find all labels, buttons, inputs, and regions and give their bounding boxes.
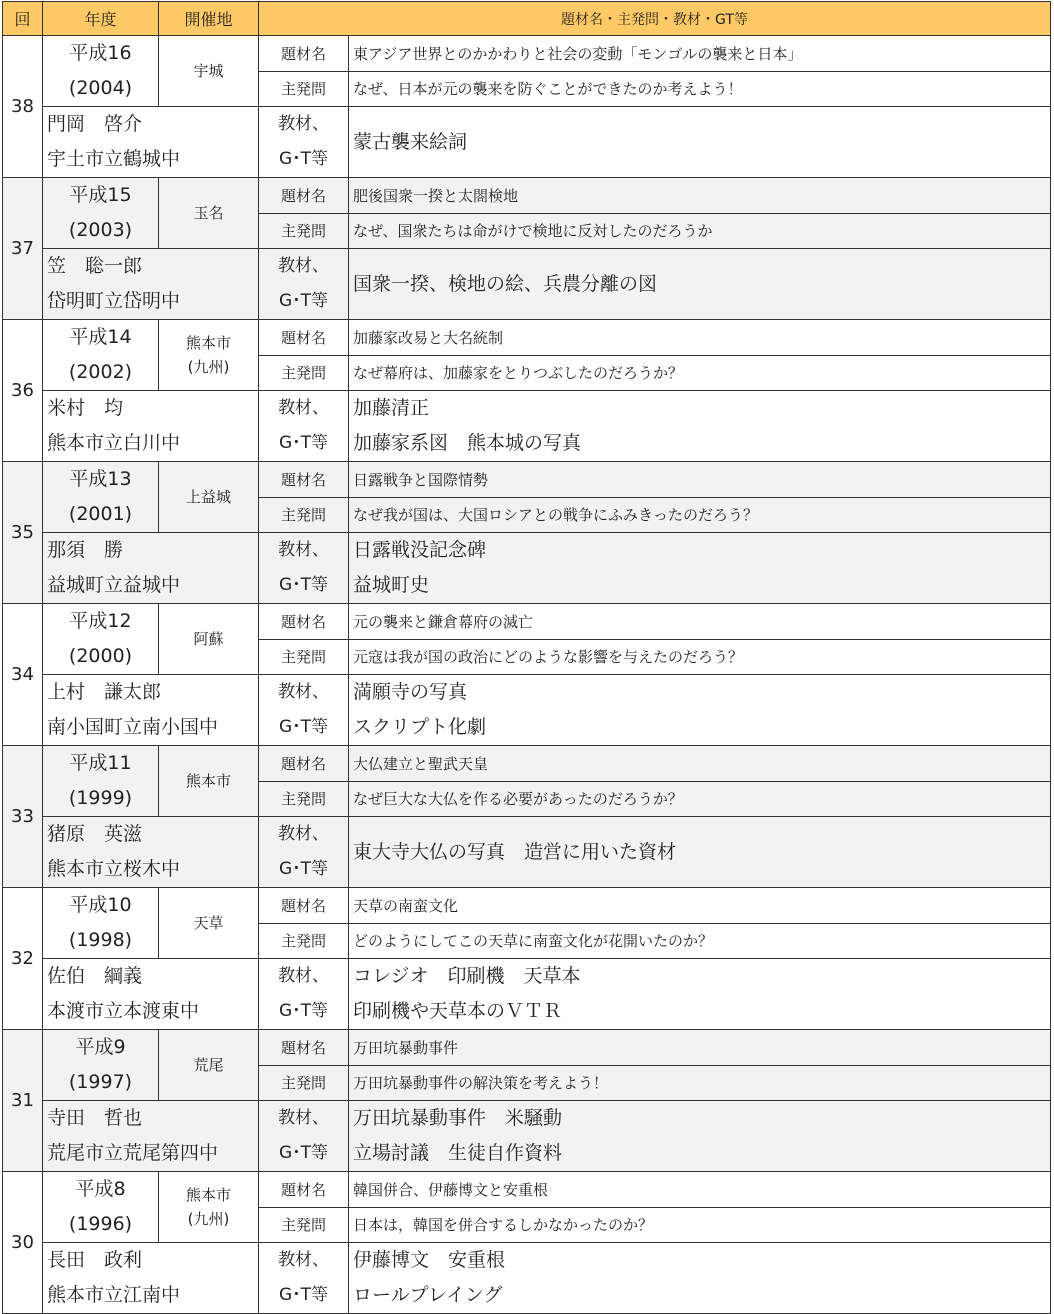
teacher-name: 笠 聡一郎 [47,255,143,277]
record-materials [349,249,1051,320]
record-number: 34 [3,604,43,746]
materials-label [259,675,349,746]
materials-label-line2: G･T等 [278,1143,329,1163]
record-number: 30 [3,1172,43,1314]
materials-line2: スクリプト化劇 [353,716,487,738]
record-venue-name: 天草 [193,914,224,932]
record-materials [349,675,1051,746]
record-venue-name: 荒尾 [193,1056,224,1074]
record-question: どのようにしてこの天草に南蛮文化が花開いたのか？ [349,923,1051,959]
materials-label-line2: G･T等 [278,1001,329,1021]
record-year [43,746,159,817]
record-number: 31 [3,1030,43,1172]
record-title: 万田坑暴動事件 [349,1030,1051,1066]
teacher-name: 門岡 啓介 [47,113,143,135]
header-topic: 題材名・主発問・教材・GT等 [259,2,1051,36]
record-era: 平成11 [69,752,132,774]
record-number: 35 [3,462,43,604]
question-label: 主発問 [259,1207,349,1243]
record-year [43,462,159,533]
teacher-name: 寺田 哲也 [47,1107,143,1129]
record-western-year: (2004) [68,77,133,99]
record-venue [159,320,259,391]
record-title: 天草の南蛮文化 [349,888,1051,924]
record-venue [159,604,259,675]
record-era: 平成13 [69,468,132,490]
record-block [3,320,1051,462]
record-western-year: (2003) [68,219,133,241]
record-title: 肥後国衆一揆と太閤検地 [349,178,1051,214]
record-question: なぜ巨大な大仏を作る必要があったのだろうか？ [349,781,1051,817]
header-venue: 開催地 [159,2,259,36]
teacher-school: 熊本市立江南中 [47,1284,181,1306]
teacher-name: 那須 勝 [47,539,124,561]
record-number: 38 [3,36,43,178]
question-label: 主発問 [259,213,349,249]
materials-label-line2: G･T等 [278,433,329,453]
record-western-year: (1997) [68,1071,133,1093]
question-label: 主発問 [259,1065,349,1101]
materials-line1: 伊藤博文 安重根 [353,1249,506,1271]
title-label: 題材名 [259,178,349,214]
record-number: 36 [3,320,43,462]
title-label: 題材名 [259,1172,349,1208]
question-label: 主発問 [259,639,349,675]
question-label: 主発問 [259,923,349,959]
record-question: なぜ、国衆たちは命がけで検地に反対したのだろうか [349,213,1051,249]
record-question: なぜ幕府は、加藤家をとりつぶしたのだろうか？ [349,355,1051,391]
materials-label-line1: 教材、 [278,398,329,418]
record-year [43,604,159,675]
materials-line2: ロールプレイング [353,1284,503,1306]
materials-label-line1: 教材、 [278,1108,329,1128]
record-venue-note: (九州) [187,1210,230,1228]
question-label: 主発問 [259,355,349,391]
record-venue-name: 上益城 [185,488,231,506]
materials-line1: 加藤清正 [353,397,430,419]
record-year [43,1030,159,1101]
record-era: 平成8 [75,1178,126,1200]
record-question: 元寇は我が国の政治にどのような影響を与えたのだろう？ [349,639,1051,675]
record-teacher [43,959,259,1030]
record-block [3,1030,1051,1172]
records-table-wrapper [2,1,1050,1314]
title-label: 題材名 [259,888,349,924]
materials-label-line2: G･T等 [278,291,329,311]
materials-label-line1: 教材、 [278,1250,329,1270]
materials-line2: 加藤家系図 熊本城の写真 [353,432,582,454]
materials-label-line1: 教材、 [278,966,329,986]
record-era: 平成12 [69,610,132,632]
materials-line1: 東大寺大仏の写真 造営に用いた資材 [353,840,677,863]
record-teacher [43,675,259,746]
record-venue [159,888,259,959]
record-title: 大仏建立と聖武天皇 [349,746,1051,782]
record-era: 平成10 [69,894,132,916]
record-venue [159,462,259,533]
record-title: 日露戦争と国際情勢 [349,462,1051,498]
materials-line1: コレジオ 印刷機 天草本 [353,965,581,987]
materials-line1: 日露戦没記念碑 [353,539,487,561]
record-venue [159,36,259,107]
record-block [3,888,1051,1030]
materials-line1: 万田坑暴動事件 米騒動 [353,1107,563,1129]
record-teacher [43,817,259,888]
teacher-school: 熊本市立桜木中 [47,858,181,880]
record-year [43,1172,159,1243]
teacher-school: 熊本市立白川中 [47,432,181,454]
title-label: 題材名 [259,36,349,72]
materials-label-line2: G･T等 [278,575,329,595]
record-western-year: (1998) [68,929,133,951]
record-teacher [43,1243,259,1314]
materials-line2: 益城町史 [353,574,430,596]
record-materials [349,1243,1051,1314]
record-title: 加藤家改易と大名統制 [349,320,1051,356]
teacher-name: 上村 謙太郎 [47,681,162,703]
record-era: 平成9 [75,1036,126,1058]
record-title: 元の襲来と鎌倉幕府の滅亡 [349,604,1051,640]
record-materials [349,533,1051,604]
record-teacher [43,249,259,320]
materials-label [259,249,349,320]
record-venue-name: 宇城 [193,62,224,80]
record-western-year: (2001) [68,503,133,525]
record-teacher [43,533,259,604]
question-label: 主発問 [259,497,349,533]
record-block [3,604,1051,746]
materials-label-line1: 教材、 [278,114,329,134]
record-number: 32 [3,888,43,1030]
record-venue [159,1030,259,1101]
record-title: 東アジア世界とのかかわりと社会の変動「モンゴルの襲来と日本」 [349,36,1051,72]
record-venue-name: 熊本市 [185,772,231,790]
title-label: 題材名 [259,462,349,498]
record-year [43,36,159,107]
materials-label [259,1101,349,1172]
title-label: 題材名 [259,604,349,640]
record-venue-name: 熊本市 [185,1186,231,1204]
record-materials [349,107,1051,178]
record-question: なぜ我が国は、大国ロシアとの戦争にふみきったのだろう？ [349,497,1051,533]
materials-label [259,533,349,604]
record-year [43,888,159,959]
teacher-name: 長田 政利 [47,1249,143,1271]
teacher-name: 米村 均 [47,397,124,419]
question-label: 主発問 [259,781,349,817]
materials-label-line2: G･T等 [278,717,329,737]
header-no: 回 [3,2,43,36]
record-question: 万田坑暴動事件の解決策を考えよう！ [349,1065,1051,1101]
teacher-school: 益城町立益城中 [47,574,181,596]
record-venue-name: 玉名 [193,204,224,222]
header-year: 年度 [43,2,159,36]
record-teacher [43,107,259,178]
record-venue [159,178,259,249]
record-western-year: (1996) [68,1213,133,1235]
record-materials [349,959,1051,1030]
materials-line1: 満願寺の写真 [353,681,468,703]
title-label: 題材名 [259,320,349,356]
record-venue [159,1172,259,1243]
record-teacher [43,1101,259,1172]
teacher-school: 本渡市立本渡東中 [47,1000,200,1022]
records-table [2,1,1051,1314]
record-materials [349,817,1051,888]
teacher-school: 荒尾市立荒尾第四中 [47,1142,219,1164]
materials-label-line2: G･T等 [278,1285,329,1305]
record-title: 韓国併合、伊藤博文と安重根 [349,1172,1051,1208]
teacher-school: 宇土市立鶴城中 [47,148,181,170]
materials-label [259,391,349,462]
materials-label-line2: G･T等 [278,149,329,169]
record-question: 日本は，韓国を併合するしかなかったのか？ [349,1207,1051,1243]
teacher-name: 佐伯 綱義 [47,965,143,987]
teacher-school: 南小国町立南小国中 [47,716,219,738]
question-label: 主発問 [259,71,349,107]
record-venue-name: 阿蘇 [193,630,224,648]
materials-label [259,107,349,178]
materials-line2: 立場討議 生徒自作資料 [353,1142,563,1164]
record-venue-name: 熊本市 [185,334,231,352]
materials-label [259,959,349,1030]
record-year [43,320,159,391]
record-year [43,178,159,249]
record-block [3,746,1051,888]
record-number: 37 [3,178,43,320]
record-venue [159,746,259,817]
materials-label-line1: 教材、 [278,540,329,560]
record-venue-note: (九州) [187,358,230,376]
record-era: 平成16 [69,42,132,64]
record-western-year: (1999) [68,787,133,809]
materials-label-line2: G･T等 [278,859,329,879]
materials-line2: 印刷機や天草本のＶＴＲ [353,1000,563,1022]
materials-label [259,1243,349,1314]
record-materials [349,391,1051,462]
record-western-year: (2000) [68,645,133,667]
materials-label-line1: 教材、 [278,256,329,276]
record-western-year: (2002) [68,361,133,383]
record-number: 33 [3,746,43,888]
record-era: 平成14 [69,326,132,348]
record-block [3,178,1051,320]
title-label: 題材名 [259,1030,349,1066]
record-teacher [43,391,259,462]
record-materials [349,1101,1051,1172]
record-question: なぜ、日本が元の襲来を防ぐことができたのか考えよう！ [349,71,1051,107]
record-block [3,1172,1051,1314]
record-block [3,36,1051,178]
teacher-name: 猪原 英滋 [47,823,143,845]
teacher-school: 岱明町立岱明中 [47,290,181,312]
materials-line1: 蒙古襲来絵詞 [353,130,468,153]
materials-label-line1: 教材、 [278,682,329,702]
materials-label-line1: 教材、 [278,824,329,844]
record-block [3,462,1051,604]
record-era: 平成15 [69,184,132,206]
materials-line1: 国衆一揆、検地の絵、兵農分離の図 [353,272,658,295]
materials-label [259,817,349,888]
title-label: 題材名 [259,746,349,782]
